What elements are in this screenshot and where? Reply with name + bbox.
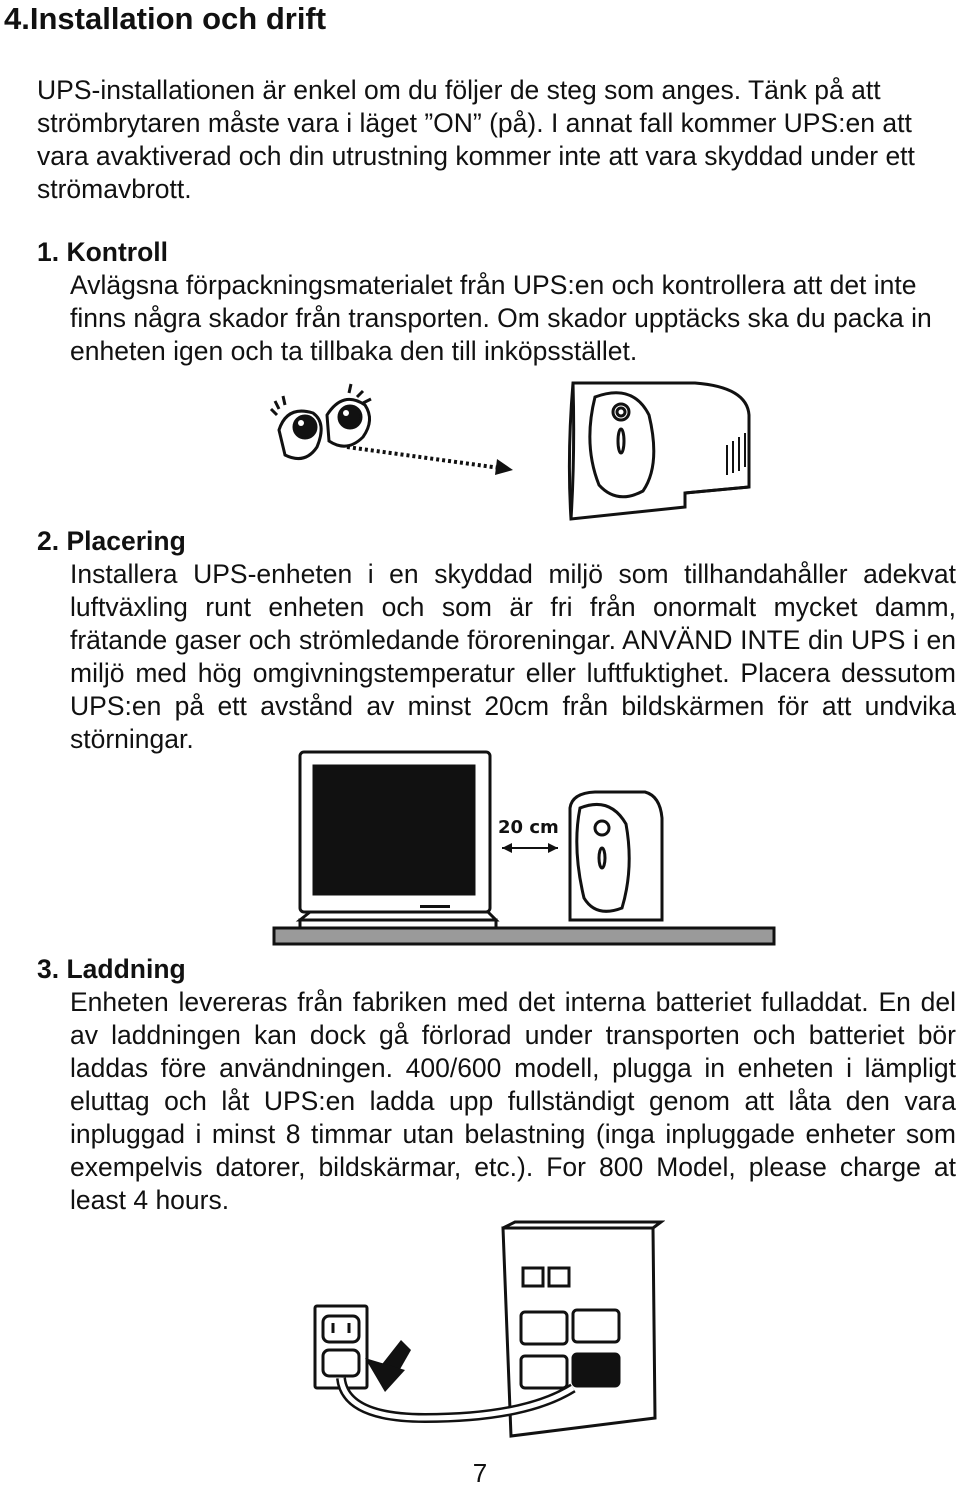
section-3-title: 3. Laddning [37, 954, 186, 984]
section-1-body: Avlägsna förpackningsmaterialet från UPS:en och kontrollera att det inte finns några skador från transporten. Om skador upptäcks ska du packa in enheten igen och ta tillbaka den till inköpsstället. [70, 270, 932, 366]
section-3-body: Enheten levereras från fabriken med det interna batteriet fulladdat. En del av laddningen kan dock gå förlorad under transporten och batteriet bör laddas före användningen. 400/600 modell, plugga in enheten i lämpligt eluttag och låt UPS:en ladda upp fullständigt genom att låta den vara inpluggad i minst 8 timmar utan belastning (inga inpluggade enheter som exempelvis datorer, bildskärmar, etc.). For 800 Model, please charge at least 4 hours. [70, 987, 956, 1215]
section-2-title: 2. Placering [37, 526, 186, 556]
plug-arrow-icon [365, 1340, 411, 1392]
wall-outlet-icon [315, 1306, 367, 1388]
monitor-icon [300, 752, 496, 928]
charging-illustration [305, 1218, 665, 1453]
page-number: 7 [472, 1458, 488, 1488]
ups-unit-icon [569, 383, 749, 519]
distance-label: 20 cm [498, 817, 559, 838]
section-1-title: 1. Kontroll [37, 237, 169, 267]
intro-paragraph: UPS-installationen är enkel om du följer de steg som anges. Tänk på att strömbrytaren måste vara i läget ”ON” (på). I annat fall kommer UPS:en att vara avaktiverad och din utrustning kommer inte att vara skyddad under ett strömavbrott. [37, 75, 915, 204]
section-2-body: Installera UPS-enheten i en skyddad miljö som tillhandahåller adekvat luftväxling runt enheten och som är fri från onormalt mycket damm, frätande gaser och strömledande föroreningar. ANVÄND INTE din UPS i en miljö med hög omgivningstemperatur eller luftfuktighet. Placera dessutom UPS:en på ett avstånd av minst 20cm från bildskärmen för att undvika störningar. [70, 559, 956, 754]
inspection-illustration [265, 375, 765, 530]
desk-surface [274, 928, 774, 944]
dotted-arrow-icon [347, 447, 513, 475]
section-heading: 4.Installation och drift [4, 1, 327, 36]
distance-marker [498, 817, 559, 853]
placement-illustration [270, 748, 780, 956]
ups-unit-icon [570, 792, 662, 920]
